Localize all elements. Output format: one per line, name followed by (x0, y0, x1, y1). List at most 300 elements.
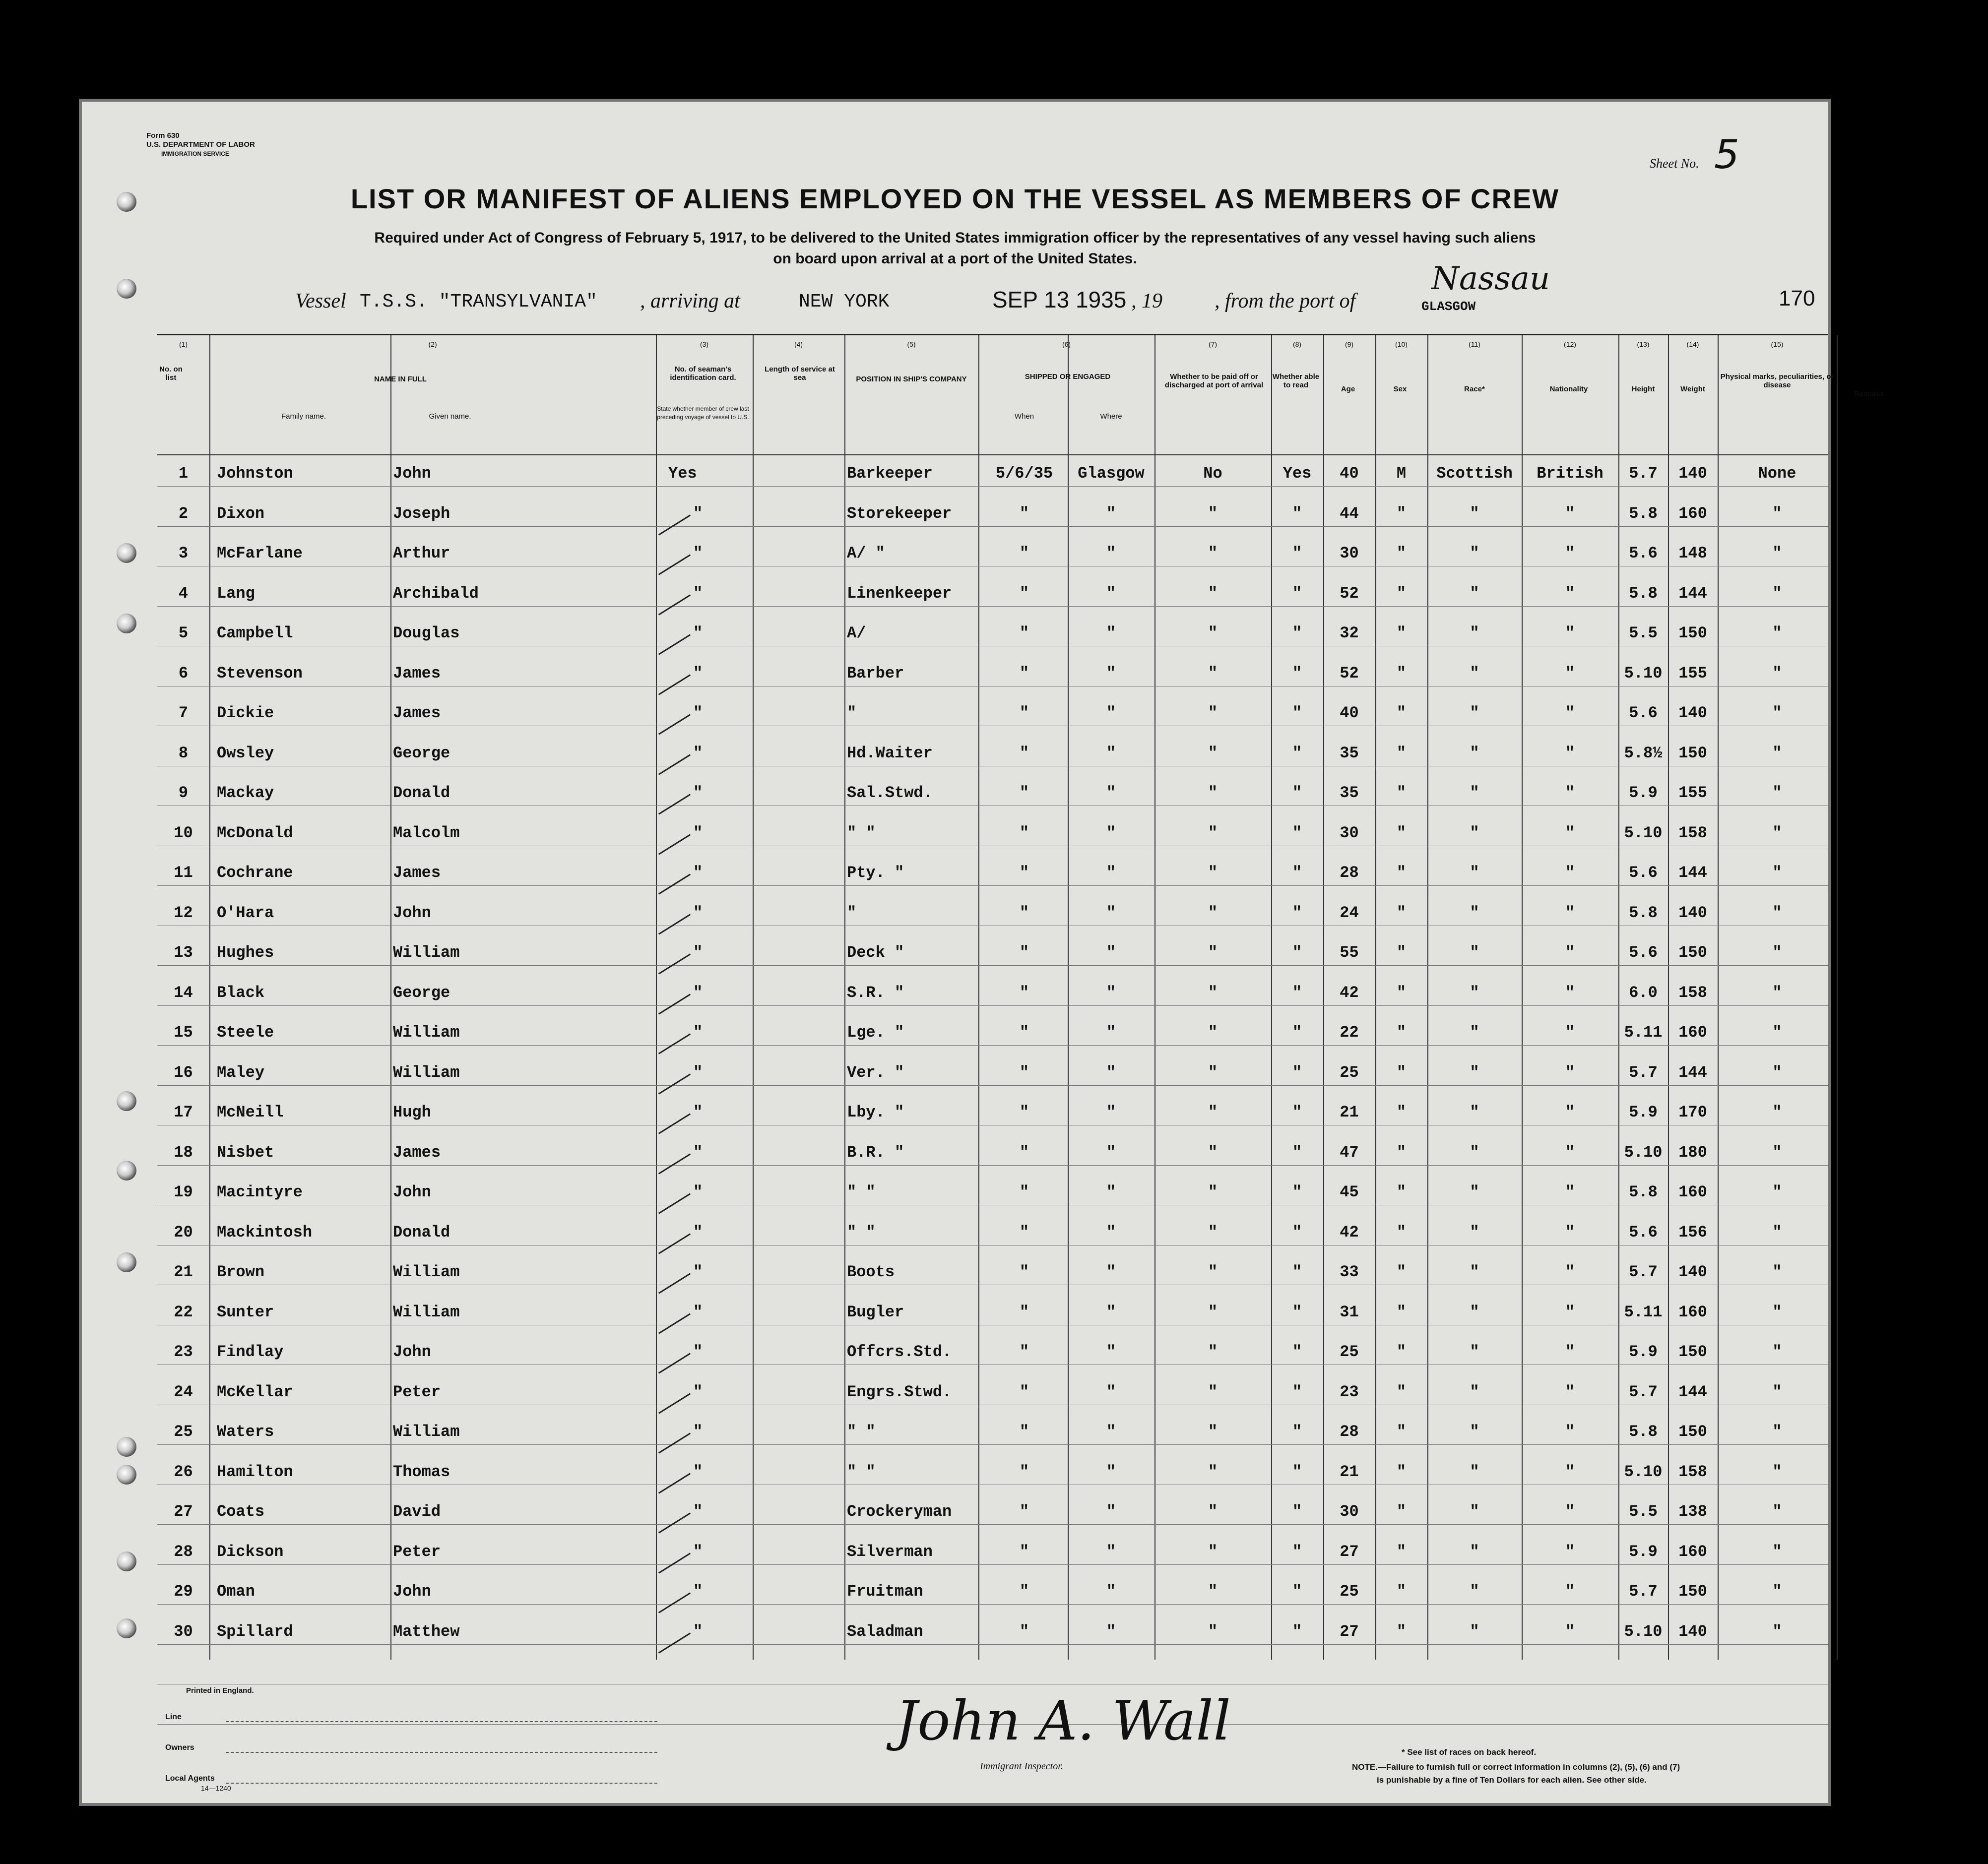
cell-position: " " (847, 1223, 876, 1242)
cell-given: James (393, 864, 441, 882)
cell-marks: " (1772, 1303, 1782, 1321)
cell-where: " (1106, 1382, 1116, 1401)
punch-hole (117, 1161, 136, 1181)
cell-paid: No (1203, 464, 1222, 483)
cell-race: " (1470, 1423, 1479, 1441)
cell-sex: " (1396, 1542, 1407, 1561)
punch-hole (117, 279, 136, 299)
cell-read: " (1292, 823, 1302, 842)
punch-hole (117, 1465, 136, 1485)
cell-given: Arthur (393, 544, 450, 562)
cell-marks: " (1772, 983, 1782, 1002)
cell-where: " (1106, 624, 1116, 642)
punch-hole (117, 1437, 136, 1457)
cell-family: Campbell (217, 624, 293, 642)
line-label: Line (165, 1713, 182, 1721)
cell-nat: " (1565, 1263, 1575, 1281)
races-note: * See list of races on back hereof. (1402, 1747, 1537, 1757)
cell-when: " (1019, 544, 1029, 562)
column-number: (13) (1637, 340, 1650, 348)
cell-age: 55 (1340, 943, 1359, 962)
cell-weight: 140 (1678, 464, 1707, 483)
cell-weight: 150 (1678, 1343, 1707, 1361)
checkmark-stroke (658, 1512, 691, 1533)
fine-note-1: NOTE.—Failure to furnish full or correct information in columns (2), (5), (6) and (7) (1352, 1762, 1680, 1772)
cell-prev: " (693, 1542, 703, 1561)
checkmark-stroke (658, 674, 691, 695)
cell-position: " (847, 704, 857, 722)
row-rule (157, 486, 1828, 487)
cell-paid: " (1208, 1423, 1218, 1441)
cell-weight: 170 (1678, 1103, 1707, 1121)
cell-weight: 150 (1678, 943, 1707, 962)
header-id-card-note: State whether member of crew last preceding voyage of vessel to U.S. (657, 405, 749, 421)
cell-when: " (1019, 903, 1029, 922)
cell-marks: " (1772, 1542, 1782, 1561)
checkmark-stroke (658, 1153, 691, 1174)
cell-read: " (1292, 864, 1302, 882)
column-number: (3) (700, 340, 709, 348)
cell-no: 5 (178, 624, 189, 642)
cell-sex: " (1396, 1622, 1407, 1641)
manifest-sheet (82, 102, 1884, 1803)
cell-given: William (393, 1263, 460, 1281)
punch-hole (117, 192, 136, 212)
cell-age: 27 (1340, 1622, 1359, 1641)
cell-sex: " (1396, 903, 1407, 922)
cell-read: " (1292, 1582, 1302, 1601)
cell-read: " (1292, 1183, 1302, 1201)
cell-prev: " (693, 704, 703, 722)
cell-marks: " (1772, 903, 1782, 922)
cell-prev: " (693, 864, 703, 882)
row-rule (157, 1444, 1828, 1445)
cell-marks: " (1772, 1183, 1782, 1201)
cell-height: 5.6 (1629, 1223, 1658, 1242)
checkmark-stroke (658, 1273, 691, 1294)
cell-position: Boots (847, 1263, 895, 1281)
cell-paid: " (1208, 864, 1218, 882)
cell-where: " (1106, 823, 1116, 842)
punch-hole (117, 1091, 136, 1111)
header-given-name: Given name. (429, 412, 471, 421)
cell-age: 45 (1340, 1183, 1359, 1201)
column-number: (2) (428, 340, 437, 348)
cell-weight: 155 (1678, 664, 1707, 683)
cell-paid: " (1208, 584, 1218, 603)
page-title: LIST OR MANIFEST OF ALIENS EMPLOYED ON THE VESSEL AS MEMBERS OF CREW (350, 183, 1560, 214)
cell-prev: Yes (668, 464, 697, 483)
cell-marks: " (1772, 1143, 1782, 1162)
cell-nat: " (1565, 784, 1575, 802)
checkmark-stroke (658, 914, 691, 934)
header-shipped: SHIPPED OR ENGAGED (1025, 373, 1111, 381)
cell-where: " (1106, 584, 1116, 603)
cell-sex: " (1396, 1223, 1407, 1242)
cell-position: B.R. " (847, 1143, 904, 1162)
column-rule (656, 335, 657, 1660)
cell-position: Ver. " (847, 1063, 904, 1082)
cell-read: " (1292, 983, 1302, 1002)
cell-nat: " (1565, 624, 1575, 642)
cell-sex: " (1396, 1143, 1407, 1162)
cell-race: " (1470, 823, 1479, 842)
cell-no: 28 (174, 1542, 193, 1561)
header-no-on-list: No. on list (159, 365, 183, 382)
cell-race: " (1470, 1502, 1479, 1521)
cell-when: " (1019, 504, 1029, 523)
cell-height: 5.8 (1629, 1423, 1658, 1441)
cell-age: 35 (1340, 744, 1359, 762)
cell-where: " (1106, 1423, 1116, 1441)
cell-position: Engrs.Stwd. (847, 1382, 952, 1401)
cell-where: " (1106, 1303, 1116, 1321)
column-number: (9) (1345, 340, 1354, 348)
cell-when: " (1019, 983, 1029, 1002)
cell-family: McNeill (217, 1103, 284, 1121)
cell-race: " (1470, 584, 1479, 603)
cell-prev: " (693, 544, 703, 562)
cell-when: " (1019, 1223, 1029, 1242)
cell-position: Barber (847, 664, 904, 683)
cell-read: " (1292, 903, 1302, 922)
cell-race: " (1470, 664, 1479, 683)
cell-given: John (393, 1582, 431, 1601)
column-rule (209, 335, 210, 1660)
cell-nat: " (1565, 1103, 1575, 1121)
cell-weight: 156 (1678, 1223, 1707, 1242)
cell-given: Malcolm (393, 823, 460, 842)
cell-prev: " (693, 1023, 703, 1042)
cell-given: Peter (393, 1382, 441, 1401)
cell-read: " (1292, 1023, 1302, 1042)
header-position: POSITION IN SHIP'S COMPANY (856, 375, 967, 383)
cell-marks: " (1772, 1582, 1782, 1601)
cell-nat: " (1565, 823, 1575, 842)
cell-family: Dickson (217, 1542, 284, 1561)
cell-paid: " (1208, 1582, 1218, 1601)
cell-given: Donald (393, 1223, 450, 1242)
cell-family: Mackintosh (217, 1223, 313, 1242)
cell-paid: " (1208, 1622, 1218, 1641)
header-remarks: Remarks (1854, 390, 1884, 398)
checkmark-stroke (658, 1432, 691, 1453)
cell-weight: 160 (1678, 1023, 1707, 1042)
cell-where: " (1106, 704, 1116, 722)
cell-read: " (1292, 1063, 1302, 1082)
cell-age: 21 (1340, 1103, 1359, 1121)
cell-given: William (393, 1063, 460, 1082)
cell-marks: " (1772, 1423, 1782, 1441)
cell-prev: " (693, 664, 703, 683)
cell-read: " (1292, 1343, 1302, 1361)
cell-family: Brown (217, 1263, 265, 1281)
cell-nat: " (1565, 943, 1575, 962)
cell-family: Stevenson (217, 664, 303, 683)
cell-position: Linenkeeper (847, 584, 952, 603)
cell-marks: " (1772, 1622, 1782, 1641)
cell-where: " (1106, 864, 1116, 882)
cell-sex: " (1396, 664, 1407, 683)
column-rule (1837, 335, 1838, 1660)
cell-given: Archibald (393, 584, 479, 603)
cell-prev: " (693, 943, 703, 962)
cell-read: " (1292, 1223, 1302, 1242)
cell-age: 52 (1340, 584, 1359, 603)
cell-given: William (393, 943, 460, 962)
cell-position: " (847, 903, 857, 922)
row-rule (157, 885, 1828, 886)
cell-nat: " (1565, 704, 1575, 722)
cell-prev: " (693, 1502, 703, 1521)
cell-read: " (1292, 1502, 1302, 1521)
cell-nat: " (1565, 1303, 1575, 1321)
cell-where: " (1106, 1343, 1116, 1361)
row-rule (157, 526, 1828, 527)
cell-nat: " (1565, 1183, 1575, 1201)
cell-read: " (1292, 504, 1302, 523)
cell-read: " (1292, 1303, 1302, 1321)
arriving-label: , arriving at (640, 290, 740, 312)
cell-marks: " (1772, 664, 1782, 683)
checkmark-stroke (658, 834, 691, 855)
cell-no: 19 (174, 1183, 193, 1201)
cell-race: " (1470, 943, 1479, 962)
inspector-signature: John A. Wall (896, 1689, 1231, 1752)
cell-sex: " (1396, 864, 1407, 882)
cell-nat: " (1565, 1382, 1575, 1401)
cell-weight: 140 (1678, 903, 1707, 922)
cell-position: " " (847, 823, 876, 842)
cell-no: 13 (174, 943, 193, 962)
column-number: (5) (907, 340, 916, 348)
cell-age: 44 (1340, 504, 1359, 523)
cell-marks: " (1772, 504, 1782, 523)
checkmark-stroke (658, 953, 691, 974)
cell-height: 5.9 (1629, 1542, 1658, 1561)
cell-no: 20 (174, 1223, 193, 1242)
cell-where: " (1106, 1223, 1116, 1242)
cell-when: " (1019, 1263, 1029, 1281)
cell-nat: British (1537, 464, 1603, 483)
cell-given: William (393, 1303, 460, 1321)
cell-family: Oman (217, 1582, 255, 1601)
cell-prev: " (693, 1303, 703, 1321)
cell-height: 5.7 (1629, 464, 1658, 483)
cell-position: " " (847, 1423, 876, 1441)
cell-weight: 158 (1678, 983, 1707, 1002)
cell-weight: 148 (1678, 544, 1707, 562)
cell-height: 5.8 (1629, 1183, 1658, 1201)
cell-paid: " (1208, 744, 1218, 762)
cell-where: " (1106, 1542, 1116, 1561)
cell-height: 5.10 (1624, 1462, 1663, 1481)
cell-height: 5.10 (1624, 1622, 1663, 1641)
cell-given: Peter (393, 1542, 441, 1561)
checkmark-stroke (658, 794, 691, 814)
cell-race: " (1470, 1343, 1479, 1361)
cell-sex: " (1396, 1423, 1407, 1441)
row-rule (157, 965, 1828, 966)
cell-marks: " (1772, 784, 1782, 802)
cell-read: " (1292, 704, 1302, 722)
line-field (226, 1721, 657, 1722)
cell-age: 30 (1340, 1502, 1359, 1521)
cell-no: 7 (178, 704, 189, 722)
cell-height: 5.9 (1629, 1343, 1658, 1361)
cell-weight: 158 (1678, 1462, 1707, 1481)
cell-position: Silverman (847, 1542, 933, 1561)
column-rule (390, 335, 391, 1660)
cell-read: " (1292, 624, 1302, 642)
cell-family: Hamilton (217, 1462, 293, 1481)
sheet-label: Sheet No. (1650, 156, 1699, 171)
cell-nat: " (1565, 1622, 1575, 1641)
cell-paid: " (1208, 1143, 1218, 1162)
cell-when: " (1019, 1343, 1029, 1361)
cell-no: 24 (174, 1382, 193, 1401)
checkmark-stroke (658, 754, 691, 775)
header-paid-off: Whether to be paid off or discharged at port of arrival (1164, 373, 1264, 389)
cell-position: A/ (847, 624, 866, 642)
cell-age: 28 (1340, 1423, 1359, 1441)
cell-marks: " (1772, 624, 1782, 642)
cell-age: 42 (1340, 983, 1359, 1002)
column-number: (12) (1564, 340, 1576, 348)
cell-no: 18 (174, 1143, 193, 1162)
cell-when: " (1019, 1023, 1029, 1042)
cell-where: " (1106, 784, 1116, 802)
from-port: GLASGOW (1421, 299, 1476, 314)
cell-prev: " (693, 823, 703, 842)
cell-marks: " (1772, 1502, 1782, 1521)
cell-paid: " (1208, 1183, 1218, 1201)
cell-when: " (1019, 864, 1029, 882)
cell-race: " (1470, 983, 1479, 1002)
cell-family: Steele (217, 1023, 274, 1042)
cell-nat: " (1565, 1502, 1575, 1521)
cell-weight: 160 (1678, 504, 1707, 523)
cell-nat: " (1565, 744, 1575, 762)
cell-read: " (1292, 1622, 1302, 1641)
cell-weight: 150 (1678, 1423, 1707, 1441)
cell-nat: " (1565, 584, 1575, 603)
cell-marks: " (1772, 1023, 1782, 1042)
cell-race: " (1470, 1622, 1479, 1641)
cell-no: 8 (178, 744, 189, 762)
cell-when: " (1019, 664, 1029, 683)
header-where: Where (1100, 412, 1122, 421)
column-number: (4) (794, 340, 803, 348)
cell-sex: " (1396, 1462, 1407, 1481)
checkmark-stroke (658, 1033, 691, 1054)
cell-read: " (1292, 1462, 1302, 1481)
cell-family: Owsley (217, 744, 274, 762)
cell-height: 5.10 (1624, 823, 1663, 842)
cell-age: 47 (1340, 1143, 1359, 1162)
punch-hole (117, 614, 136, 633)
cell-height: 5.7 (1629, 1582, 1658, 1601)
cell-no: 16 (174, 1063, 193, 1082)
cell-position: " " (847, 1462, 876, 1481)
checkmark-stroke (658, 514, 691, 535)
checkmark-stroke (658, 1632, 691, 1653)
subtitle-line-2: on board upon arrival at a port of the United States. (773, 250, 1137, 267)
cell-sex: " (1396, 1343, 1407, 1361)
cell-weight: 140 (1678, 704, 1707, 722)
cell-no: 9 (178, 784, 189, 802)
cell-sex: " (1396, 784, 1407, 802)
cell-nat: " (1565, 544, 1575, 562)
cell-marks: " (1772, 1103, 1782, 1121)
cell-family: Waters (217, 1423, 274, 1441)
cell-position: Lby. " (847, 1103, 904, 1121)
cell-prev: " (693, 1223, 703, 1242)
checkmark-stroke (658, 594, 691, 615)
cell-where: " (1106, 544, 1116, 562)
cell-sex: " (1396, 1183, 1407, 1201)
row-rule (157, 1564, 1828, 1565)
cell-age: 31 (1340, 1303, 1359, 1321)
cell-height: 5.7 (1629, 1382, 1658, 1401)
cell-paid: " (1208, 943, 1218, 962)
column-number: (7) (1208, 340, 1218, 348)
cell-nat: " (1565, 1582, 1575, 1601)
cell-read: " (1292, 664, 1302, 683)
cell-given: James (393, 704, 441, 722)
header-race: Race* (1464, 385, 1485, 393)
cell-paid: " (1208, 1103, 1218, 1121)
checkmark-stroke (658, 634, 691, 655)
cell-sex: " (1396, 1303, 1407, 1321)
cell-no: 12 (174, 903, 193, 922)
cell-marks: " (1772, 1063, 1782, 1082)
cell-nat: " (1565, 1023, 1575, 1042)
cell-race: " (1470, 704, 1479, 722)
cell-where: " (1106, 504, 1116, 523)
cell-when: " (1019, 1143, 1029, 1162)
cell-paid: " (1208, 1303, 1218, 1321)
cell-prev: " (693, 744, 703, 762)
cell-prev: " (693, 1263, 703, 1281)
cell-given: John (393, 1343, 431, 1361)
cell-prev: " (693, 584, 703, 603)
cell-family: Mackay (217, 784, 274, 802)
cell-position: Fruitman (847, 1582, 923, 1601)
checkmark-stroke (658, 714, 691, 735)
cell-where: " (1106, 1502, 1116, 1521)
cell-when: " (1019, 1063, 1029, 1082)
header-able-read: Whether able to read (1272, 373, 1320, 389)
cell-given: John (393, 903, 431, 922)
cell-weight: 160 (1678, 1303, 1707, 1321)
cell-no: 26 (174, 1462, 193, 1481)
cell-race: " (1470, 903, 1479, 922)
cell-weight: 160 (1678, 1183, 1707, 1201)
cell-paid: " (1208, 1462, 1218, 1481)
cell-age: 33 (1340, 1263, 1359, 1281)
cell-race: " (1470, 1263, 1479, 1281)
arrival-date-stamp: SEP 13 1935 (992, 287, 1127, 312)
cell-where: " (1106, 664, 1116, 683)
year-label: , 19 , from the port of (1131, 290, 1356, 312)
cell-weight: 144 (1678, 584, 1707, 603)
cell-position: Bugler (847, 1303, 904, 1321)
cell-paid: " (1208, 504, 1218, 523)
cell-no: 6 (178, 664, 189, 683)
header-age: Age (1341, 385, 1355, 393)
cell-given: James (393, 1143, 441, 1162)
